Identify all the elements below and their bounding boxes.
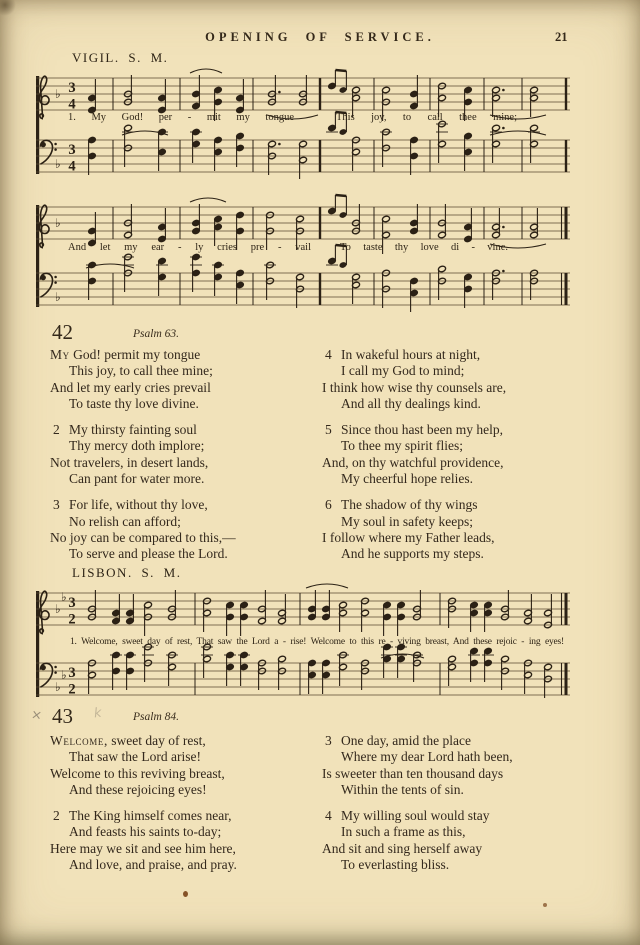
- verse: [322, 733, 617, 798]
- verse-line: And love, and praise, and pray.: [69, 857, 237, 873]
- verse-line: To thee my spirit flies;: [341, 438, 464, 454]
- svg-text:2: 2: [68, 681, 76, 698]
- pencil-x-mark: ×: [30, 707, 43, 724]
- svg-text:♭: ♭: [55, 602, 61, 616]
- verse-line: Here may we sit and see him here,: [50, 840, 236, 856]
- svg-text:♭: ♭: [61, 668, 67, 682]
- tune-title-lisbon: LISBON. S. M.: [72, 565, 182, 580]
- verse: [50, 422, 325, 487]
- verse: [322, 422, 617, 487]
- verse-line: And all thy dealings kind.: [341, 395, 481, 411]
- verse-line: My God! permit my tongue: [50, 347, 201, 362]
- verse-number: 3: [325, 733, 332, 748]
- verse-line: My thirsty fainting soul: [69, 422, 197, 438]
- verse-line: Is sweeter than ten thousand days: [322, 765, 504, 781]
- verse-line: And he supports my steps.: [341, 546, 484, 562]
- svg-text:♭: ♭: [55, 290, 61, 304]
- verse-line: To serve and please the Lord.: [69, 546, 228, 562]
- verse-line: My willing soul would stay: [341, 808, 490, 824]
- verse-line: To taste thy love divine.: [69, 395, 199, 411]
- hymn-43-verses-right: [322, 733, 617, 883]
- hymn-number-43: 43: [52, 704, 73, 728]
- verse-line: And feasts his saints to-day;: [69, 824, 222, 840]
- verse-line: Can pant for water more.: [69, 471, 205, 487]
- verse-number: 3: [53, 497, 60, 513]
- verse-line: Not travelers, in desert lands,: [50, 454, 209, 470]
- verse-number: 4: [325, 347, 332, 362]
- verse: [50, 808, 330, 873]
- verse-line: Since thou hast been my help,: [341, 422, 503, 438]
- verse: [322, 497, 617, 562]
- verse-line: Within the tents of sin.: [341, 781, 464, 797]
- verse-line: Thy mercy doth implore;: [69, 438, 205, 454]
- svg-text:♭: ♭: [55, 216, 61, 230]
- verse-number: 6: [325, 497, 332, 513]
- verse-line: The King himself comes near,: [69, 808, 232, 824]
- svg-text:♭: ♭: [55, 87, 61, 101]
- verse-line: I call my God to mind;: [341, 363, 465, 379]
- verse-line: Welcome, sweet day of rest,: [50, 733, 206, 748]
- verse: [322, 808, 617, 873]
- page-corner-smudge: [0, 0, 16, 16]
- score-lyrics-vigil-1-right: This joy, to call thee mine;: [336, 112, 517, 123]
- verse-line: To everlasting bliss.: [341, 857, 450, 873]
- hymn-number-42: 42: [52, 320, 73, 344]
- verse-line: I think how wise thy counsels are,: [322, 379, 507, 395]
- verse: [50, 497, 325, 562]
- hymn-42-verses-right: [322, 347, 617, 573]
- verse-line: Where my dear Lord hath been,: [341, 749, 513, 765]
- verse-line: My soul in safety keeps;: [341, 513, 473, 529]
- verse-number: 5: [325, 422, 332, 438]
- verse-number: 2: [53, 422, 60, 438]
- tune-title-vigil: VIGIL. S. M.: [72, 50, 169, 65]
- svg-text:4: 4: [68, 96, 76, 113]
- verse-line: No joy can be compared to this,—: [50, 529, 236, 545]
- page-number: 21: [555, 30, 568, 44]
- svg-text:♭: ♭: [55, 157, 61, 171]
- page-header: OPENING OF SERVICE.: [205, 30, 435, 44]
- verse-line: One day, amid the place: [341, 733, 471, 748]
- verse-line: Welcome to this reviving breast,: [50, 765, 225, 781]
- hymn-42-verses-left: [50, 347, 325, 573]
- svg-text:4: 4: [68, 158, 76, 175]
- verse-line: My cheerful hope relies.: [341, 471, 473, 487]
- verse-line: And sit and sing herself away: [322, 840, 483, 856]
- verse-line: No relish can afford;: [69, 513, 181, 529]
- hymn-43-verses-left: [50, 733, 330, 883]
- svg-text:3: 3: [68, 665, 76, 681]
- psalm-reference-42: Psalm 63.: [133, 328, 179, 340]
- verse-line: For life, without thy love,: [69, 497, 208, 513]
- verse-number: 4: [325, 808, 332, 824]
- verse-line: And let my early cries prevail: [50, 379, 211, 395]
- svg-text:♭: ♭: [55, 680, 61, 694]
- verse-line: And, on thy watchful providence,: [322, 454, 504, 470]
- svg-text:2: 2: [68, 611, 76, 628]
- verse: [50, 347, 325, 412]
- score-lyrics-vigil-1-left: 1. My God! per - mit my tongue: [68, 112, 294, 123]
- dust-speck: [543, 903, 547, 907]
- verse-line: In wakeful hours at night,: [341, 347, 481, 362]
- svg-text:3: 3: [68, 595, 76, 611]
- score-lyrics-vigil-2-left: And let my ear - ly cries pre - vail: [68, 242, 311, 253]
- svg-text:3: 3: [68, 142, 76, 158]
- dust-speck: [183, 891, 188, 897]
- pencil-squiggle-mark: k: [93, 705, 103, 722]
- verse-line: In such a frame as this,: [341, 824, 466, 840]
- verse-line: That saw the Lord arise!: [69, 749, 201, 765]
- verse-line: I follow where my Father leads,: [322, 529, 495, 545]
- verse: [322, 347, 617, 412]
- psalm-reference-43: Psalm 84.: [133, 711, 179, 723]
- verse-line: And these rejoicing eyes!: [69, 781, 207, 797]
- score-lyrics-lisbon: 1. Welcome, sweet day of rest, That saw the Lord a - rise! Welcome to this re - viving breast, And these rejoic - ing eyes!: [70, 637, 564, 647]
- verse: [50, 733, 330, 798]
- verse-line: This joy, to call thee mine;: [69, 363, 213, 379]
- svg-text:♭: ♭: [61, 590, 67, 604]
- score-lyrics-vigil-2-right: To taste thy love di - vine.: [340, 242, 508, 253]
- verse-number: 2: [53, 808, 60, 824]
- verse-line: The shadow of thy wings: [341, 497, 478, 513]
- svg-text:3: 3: [68, 80, 76, 96]
